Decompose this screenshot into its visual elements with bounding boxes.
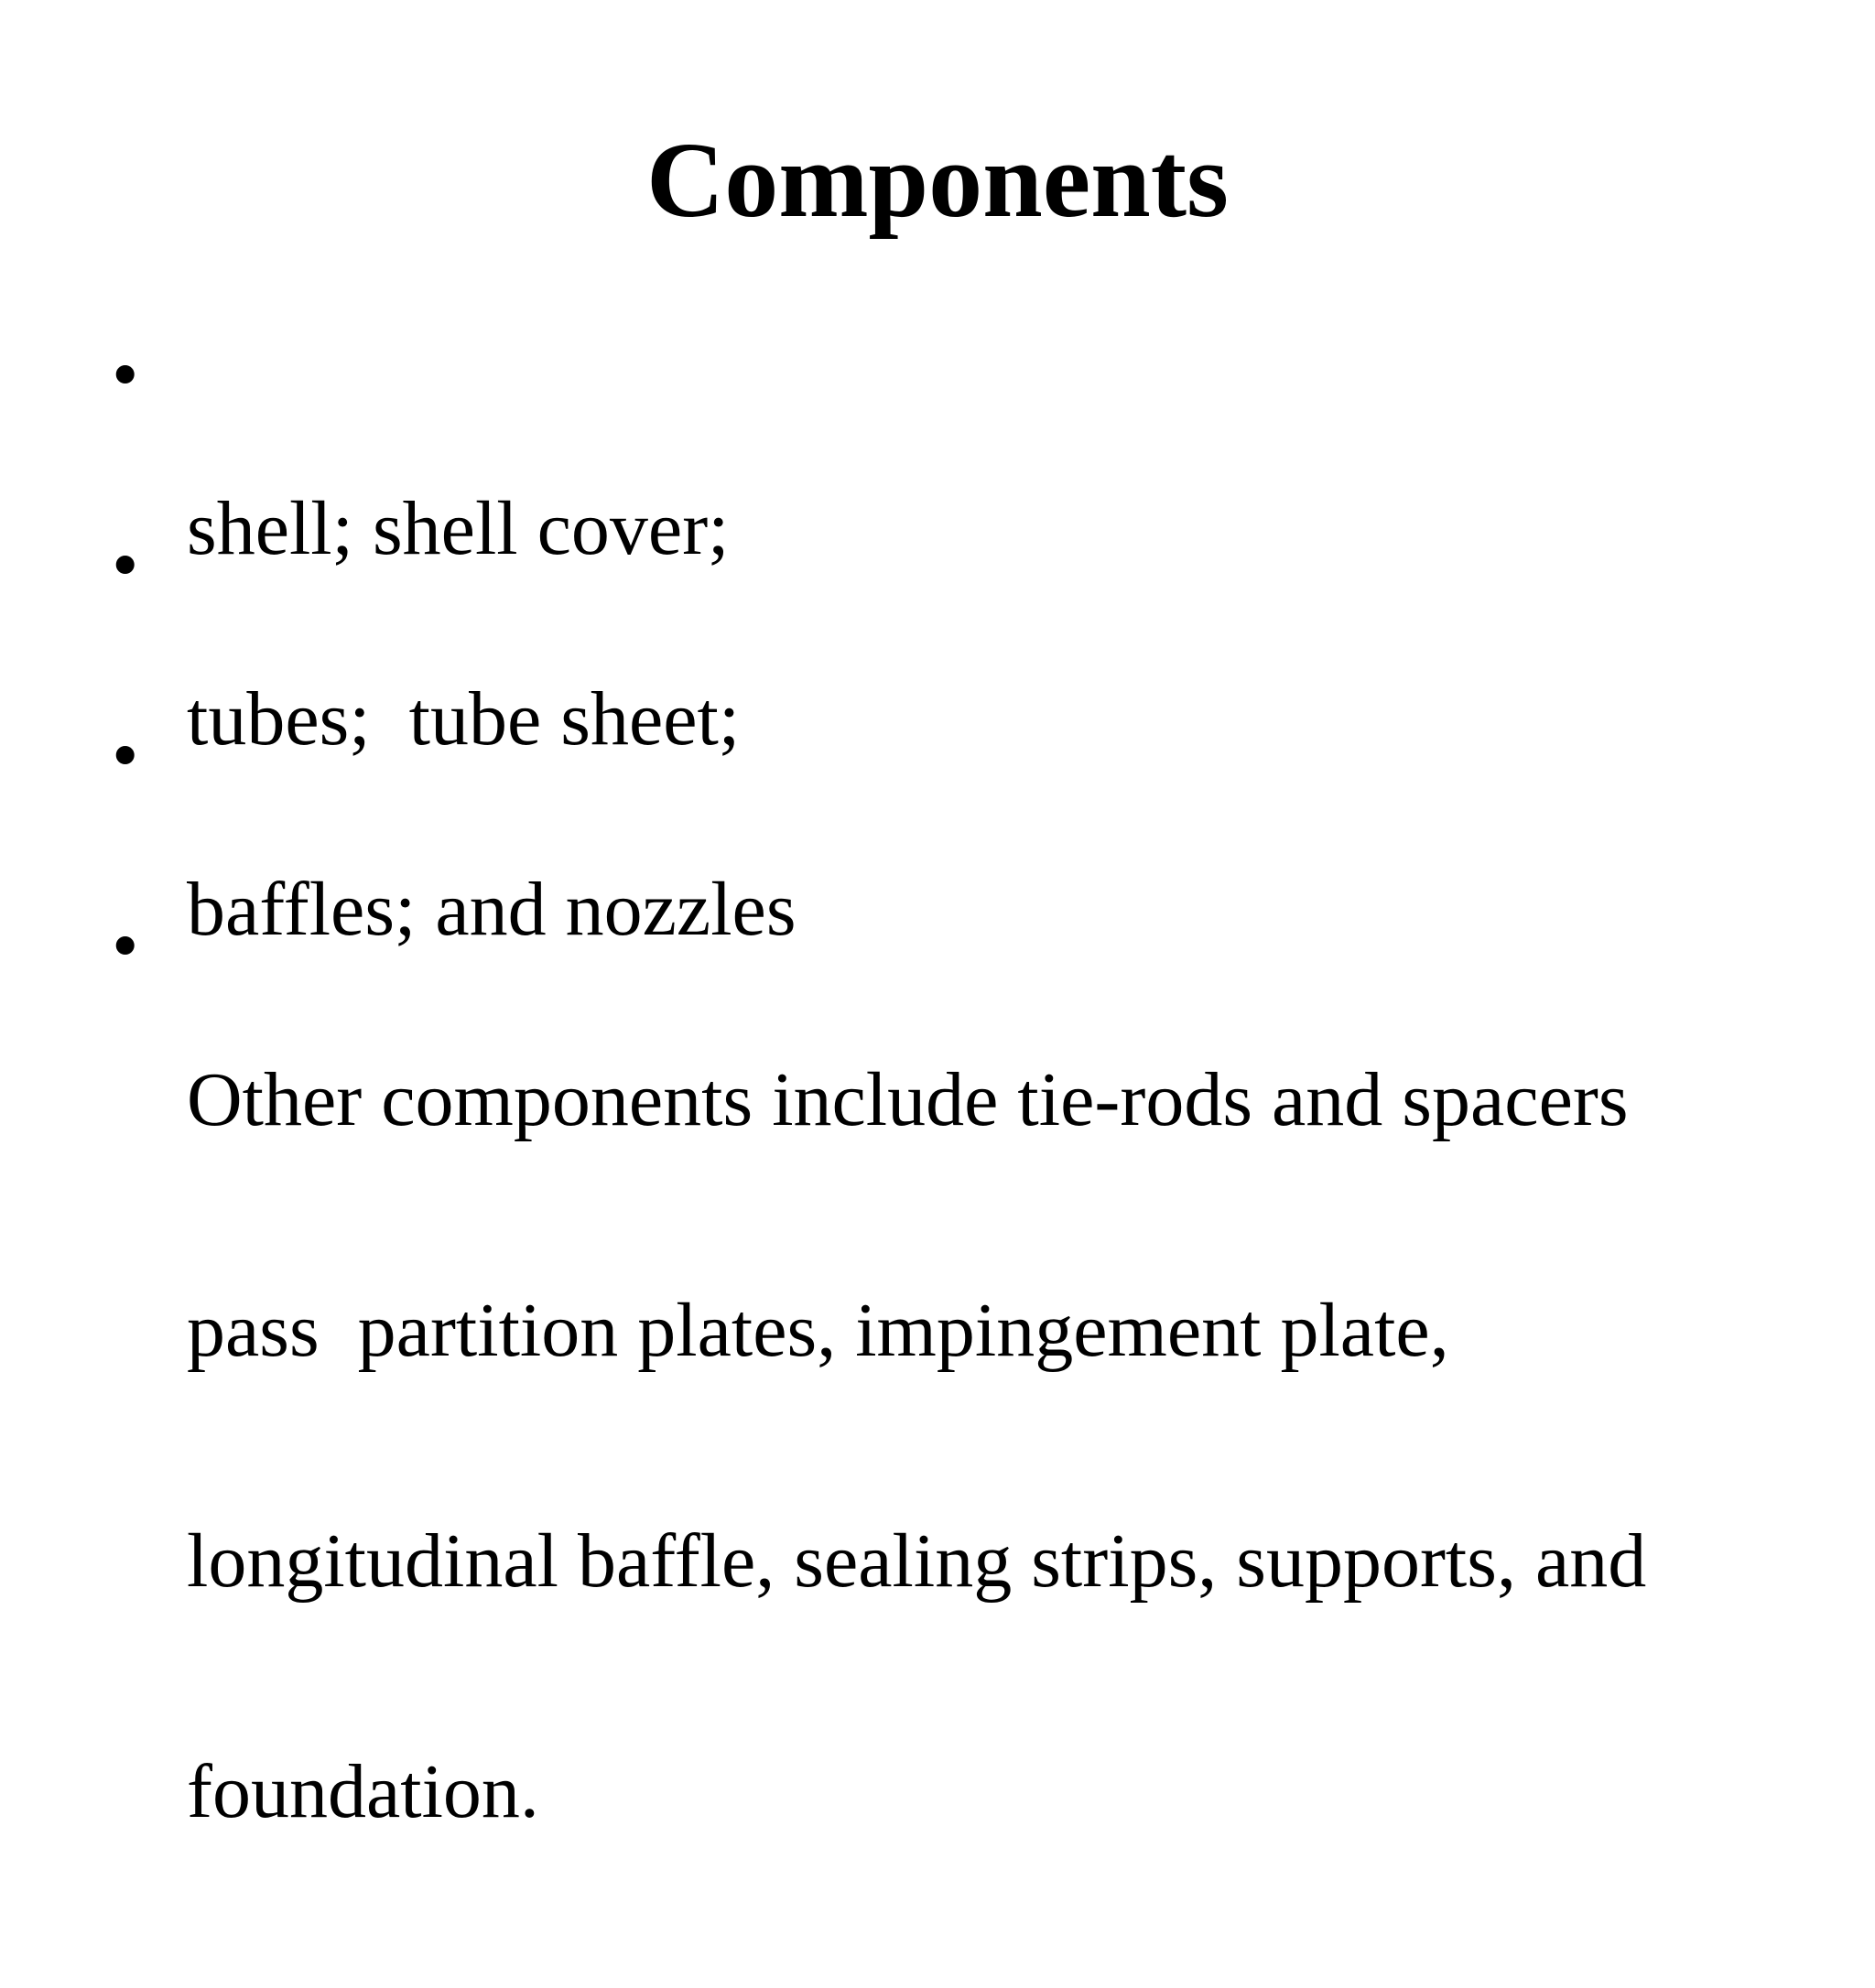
bullet-line: tubes; tube sheet; bbox=[187, 676, 741, 762]
bullet-dot-icon: • bbox=[112, 523, 139, 608]
bullet-line: foundation. bbox=[187, 1749, 539, 1834]
bullet-line: pass partition plates, impingement plate, bbox=[187, 1288, 1449, 1373]
bullet-line: shell; shell cover; bbox=[187, 486, 730, 571]
bullet-line: baffles; and nozzles bbox=[187, 867, 797, 952]
bullet-dot-icon: • bbox=[112, 332, 139, 417]
bullet-dot-icon: • bbox=[112, 903, 139, 989]
bullet-dot-icon: • bbox=[112, 713, 139, 798]
slide-title: Components bbox=[646, 120, 1229, 240]
bullet-line: Other components include tie-rods and spacers bbox=[187, 1057, 1629, 1142]
bullet-text bbox=[187, 908, 1771, 1984]
bullet-line: longitudinal baffle, sealing strips, supports, and bbox=[187, 1518, 1647, 1604]
